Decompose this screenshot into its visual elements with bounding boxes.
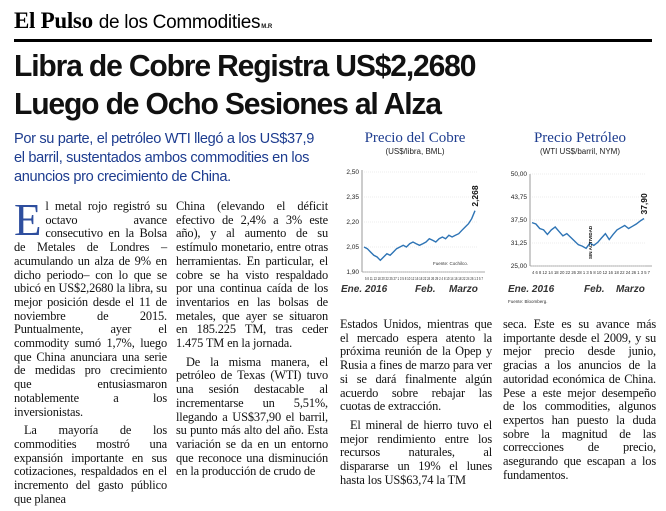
article-paragraph: seca. Este es su avance más importante desde el 2009, y su mejor precio desde junio, gracias a los anuncios de la autoridad económica de China. Pese a este mejor desempeño de los commodities, algunos expertos han puesto la duda sobre la magnitud de las correcciones de precio, asegurando que escapan a los fundamentos. xyxy=(503,317,656,482)
masthead-subtitle: de los Commodities xyxy=(98,12,261,33)
y-tick-label: 1,90 xyxy=(346,269,359,276)
copper-month-label-2: Feb. xyxy=(415,284,436,295)
headline-line-1: Libra de Cobre Registra US$2,2680 xyxy=(14,48,476,83)
y-tick-label: 2,50 xyxy=(346,169,359,176)
copper-chart-title: Precio del Cobre xyxy=(364,130,466,146)
copper-series-line xyxy=(364,211,475,261)
y-tick-label: 37,50 xyxy=(510,217,527,224)
article-paragraph: De la misma manera, el petróleo de Texas (WTI) tuvo una sesión destacable al incrementarse un 5,51%, llegando a US$37,90 el barril, su punto más alto del año. Esta variación se da en un entorno que reconoce una disminución en la producción de crudo de xyxy=(176,354,328,479)
article-column-3 xyxy=(340,318,492,492)
article-paragraph: La mayoría de los commodities mostró una expansión importante en sus cotizaciones, respaldados en el incremento del gasto público que planea xyxy=(14,423,167,506)
copper-day-labels: 5 8 11 13 18 20 22 25 27 1 3 5 8 10 12 16 18 22 24 26 29 2 4 8 10 14 16 18 22 24 26 1 3 5 7 xyxy=(365,276,484,281)
deck-line-1: Por su parte, el petróleo WTI llegó a los US$37,9 xyxy=(14,131,315,147)
deck xyxy=(14,130,332,187)
masthead-brand: El Pulso xyxy=(14,8,93,33)
article-paragraph: China (elevando el déficit efectivo de 2,4% a 3% este año), y al aumento de su estímulo monetario, entre otras herramientas. En particular, el cobre se ha visto respaldado por una continua caída de los inventarios en las bolsas de metales, que ayer se situaron en 185.225 TM, tras ceder 1.475 TM en la jornada. xyxy=(176,199,328,351)
masthead xyxy=(14,8,654,38)
article-paragraph xyxy=(14,195,167,419)
copper-source: Fuente: Cochilco. xyxy=(433,261,469,266)
article-paragraph: El mineral de hierro tuvo el mejor rendimiento entre los recursos naturales, al dispararse un 19% el lunes hasta los US$63,74 la TM xyxy=(340,417,492,487)
oil-chart xyxy=(505,130,655,156)
headline-line-2: Luego de Ocho Sesiones al Alza xyxy=(14,86,441,121)
oil-chart-title: Precio Petróleo xyxy=(533,130,627,146)
copper-last-value: 2,268 xyxy=(470,185,480,207)
oil-chart-plot xyxy=(500,160,660,310)
oil-month-label-1: Ene. 2016 xyxy=(508,284,555,295)
oil-last-value: 37,90 xyxy=(639,193,649,215)
y-tick-label: 43,75 xyxy=(510,194,527,201)
oil-month-label-3: Marzo xyxy=(616,284,645,295)
article-column-2 xyxy=(176,200,328,484)
article-column-1 xyxy=(14,195,167,511)
copper-chart xyxy=(340,130,490,156)
oil-chart-subtitle: (WTI US$/barril, NYM) xyxy=(540,147,620,156)
drop-cap: E xyxy=(14,195,42,245)
article-text: l metal rojo registró su octavo avance consecutivo en la Bolsa de Metales de Londres –acumulando un alza de 9% en dicho periodo– con lo que se ubicó en US$2,2680 la libra, su mejor posición desde el 11 de noviembre de 2015. Puntualmente, ayer el commodity sumó 1,7%, luego que China anunciara una serie de medidas pro crecimiento que entusiasmaron notablemente a los inversionistas. xyxy=(14,199,167,419)
copper-chart-plot xyxy=(335,160,495,310)
y-tick-label: 2,05 xyxy=(346,244,359,251)
article-paragraph: Estados Unidos, mientras que el mercado espera atento la próxima reunión de la Opep y Rusia a fines de marzo para ver si se dará finalmente algún acuerdo sobre rebajar las cuotas de extracción. xyxy=(340,317,492,414)
copper-chart-subtitle: (US$/libra, BML) xyxy=(385,147,445,156)
copper-month-label-3: Marzo xyxy=(449,284,478,295)
oil-month-label-2: Feb. xyxy=(584,284,605,295)
oil-day-labels: 4 6 8 12 14 18 20 22 26 28 1 3 5 8 10 12 16 18 22 24 26 1 3 5 7 xyxy=(532,270,651,275)
deck-line-3: anuncios pro crecimiento de China. xyxy=(14,169,231,185)
copper-month-label-1: Ene. 2016 xyxy=(341,284,388,295)
y-tick-label: 50,00 xyxy=(510,171,527,178)
deck-line-2: el barril, sustentados ambos commodities en los xyxy=(14,150,310,166)
masthead-rule xyxy=(14,39,652,42)
oil-annotation: SIN ACTIVIDAD xyxy=(588,225,593,259)
y-tick-label: 2,20 xyxy=(346,219,359,226)
article-column-4 xyxy=(503,318,656,487)
y-tick-label: 25,00 xyxy=(510,263,527,270)
oil-source: Fuente: Bloomberg. xyxy=(508,299,548,304)
y-tick-label: 2,35 xyxy=(346,194,359,201)
masthead-trademark: M.R xyxy=(261,24,273,30)
y-tick-label: 31,25 xyxy=(510,240,527,247)
